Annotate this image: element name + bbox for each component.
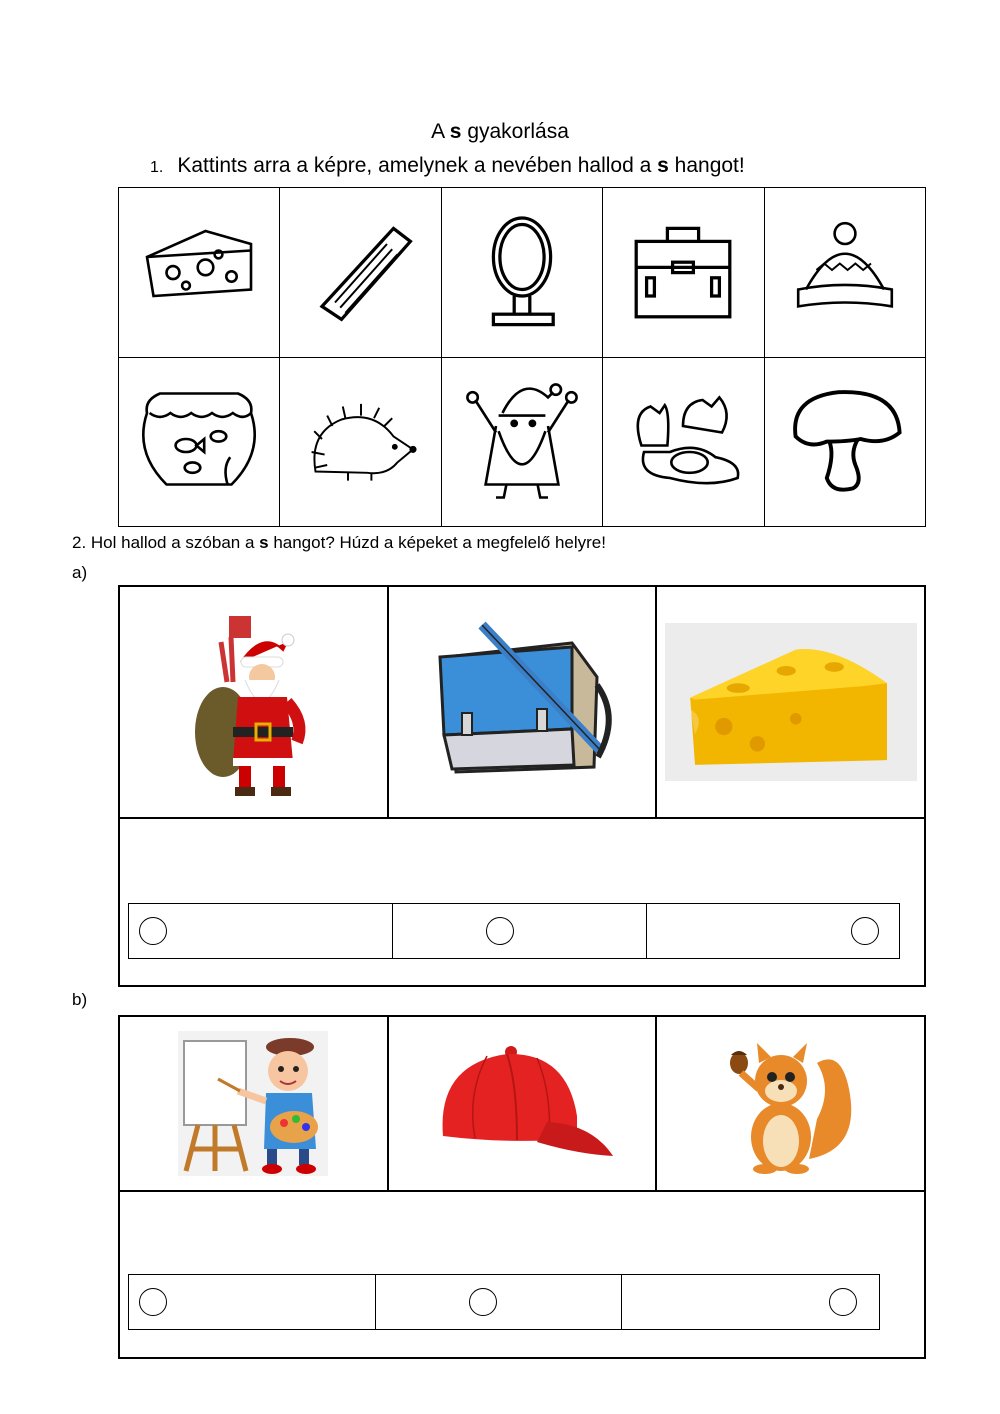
part-a-box	[118, 585, 926, 987]
task1-cell-winter-hat[interactable]	[764, 188, 925, 358]
mushroom-drawing-icon	[780, 374, 910, 504]
task1-cell-fishbowl[interactable]	[119, 357, 280, 527]
part-a-answer-slots	[128, 903, 900, 959]
slot-marker-circle	[469, 1288, 497, 1316]
part-a-cell-cheese[interactable]	[657, 587, 924, 817]
hedgehog-drawing-icon	[296, 374, 426, 504]
slot-marker-circle	[139, 917, 167, 945]
task1-cell-mushroom[interactable]	[764, 357, 925, 527]
painter-boy-icon	[178, 1031, 328, 1176]
task1-cell-comb[interactable]	[280, 188, 441, 358]
part-b-box	[118, 1015, 926, 1359]
part-a-cell-bag[interactable]	[389, 587, 658, 817]
task1-cell-cheese[interactable]	[119, 188, 280, 358]
part-a-slot-middle[interactable]	[393, 904, 647, 958]
santa-drawing-icon	[457, 374, 587, 504]
task1-cell-hedgehog[interactable]	[280, 357, 441, 527]
task1-cell-santa[interactable]	[441, 357, 602, 527]
slot-marker-circle	[486, 917, 514, 945]
squirrel-icon	[721, 1029, 861, 1179]
task1-cell-eggs[interactable]	[603, 357, 764, 527]
part-a-slot-beginning[interactable]	[129, 904, 393, 958]
red-cap-icon	[427, 1044, 617, 1164]
part-b-slot-middle[interactable]	[376, 1275, 622, 1329]
part-b-answer-slots	[128, 1274, 880, 1330]
cheese-icon	[671, 630, 911, 775]
slot-marker-circle	[851, 917, 879, 945]
comb-drawing-icon	[296, 205, 426, 335]
part-a-cell-santa[interactable]	[120, 587, 389, 817]
part-b-image-row	[120, 1017, 924, 1192]
task1-image-grid	[118, 187, 926, 527]
part-b-label: b)	[72, 990, 88, 1009]
part-b-cell-squirrel[interactable]	[657, 1017, 924, 1190]
part-b-slot-beginning[interactable]	[129, 1275, 376, 1329]
mirror-drawing-icon	[457, 205, 587, 335]
task2-instruction: 2. Hol hallod a szóban a s hangot? Húzd a képeket a megfelelő helyre!	[72, 533, 606, 552]
briefcase-drawing-icon	[618, 205, 748, 335]
task1-cell-briefcase[interactable]	[603, 188, 764, 358]
page-title: A s gyakorlása	[431, 120, 569, 143]
part-a-label: a)	[72, 563, 88, 582]
slot-marker-circle	[829, 1288, 857, 1316]
slot-marker-circle	[139, 1288, 167, 1316]
part-b-slot-end[interactable]	[622, 1275, 879, 1329]
eggs-drawing-icon	[618, 374, 748, 504]
santa-claus-icon	[183, 602, 323, 802]
fishbowl-drawing-icon	[134, 374, 264, 504]
part-a-slot-end[interactable]	[647, 904, 899, 958]
part-a-image-row	[120, 587, 924, 819]
part-b-cell-cap[interactable]	[389, 1017, 658, 1190]
task1-cell-mirror[interactable]	[441, 188, 602, 358]
cheese-drawing-icon	[134, 205, 264, 335]
part-b-cell-painter[interactable]	[120, 1017, 389, 1190]
school-bag-icon	[422, 617, 622, 787]
task1-instruction: 1. Kattints arra a képre, amelynek a nevében hallod a s hangot!	[150, 154, 745, 177]
winter-hat-drawing-icon	[780, 205, 910, 335]
